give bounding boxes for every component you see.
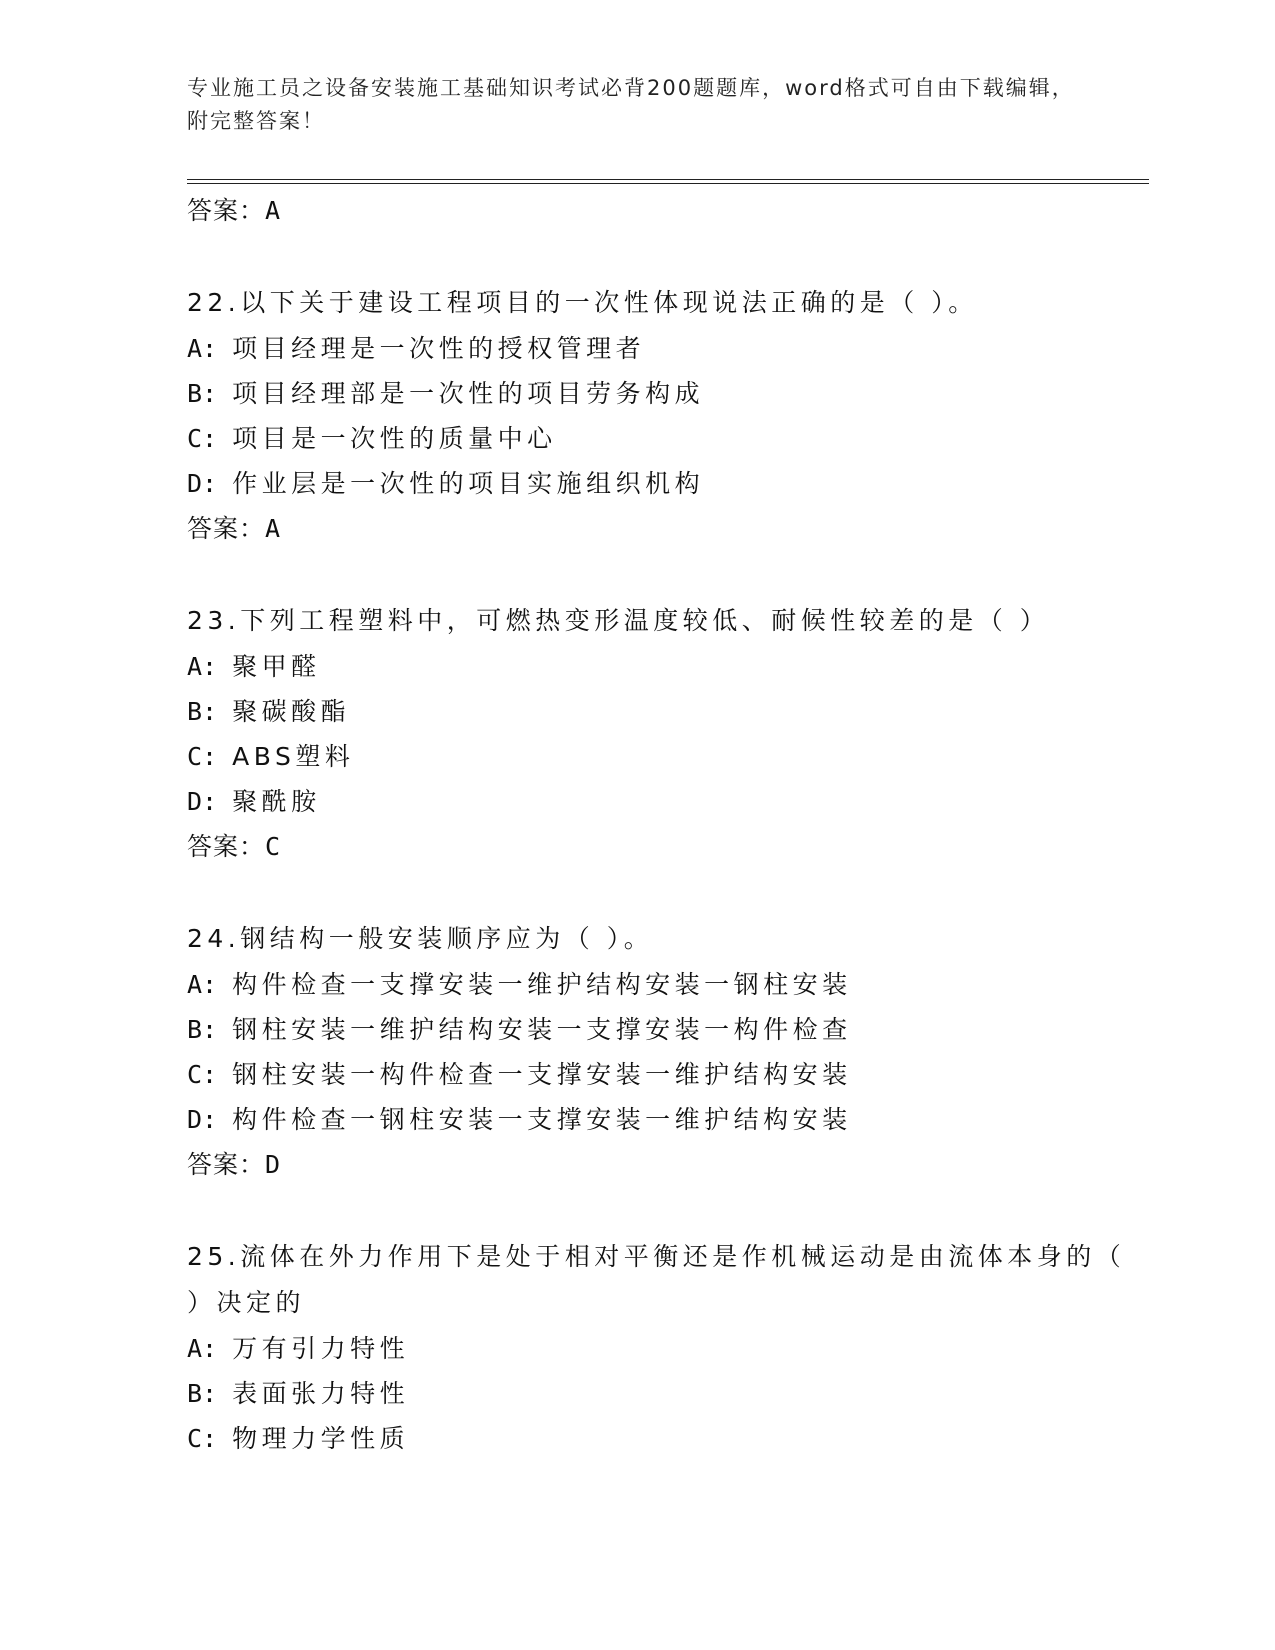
- question-number: 23.: [187, 606, 241, 635]
- option-letter: B:: [187, 697, 233, 726]
- option-b: [187, 689, 1127, 734]
- question-stem: [187, 916, 1127, 962]
- option-letter: A:: [187, 970, 233, 999]
- answer-value: D: [265, 1150, 282, 1179]
- question-text: 下列工程塑料中，可燃热变形温度较低、耐候性较差的是（ ）: [240, 606, 1050, 635]
- question-number: 22.: [187, 288, 241, 317]
- option-b: [187, 371, 1127, 416]
- header-divider: [187, 179, 1149, 180]
- option-text: 聚甲醛: [232, 652, 321, 681]
- option-b: [187, 1007, 1127, 1052]
- page-header: [187, 72, 1087, 138]
- answer-line: [187, 506, 1127, 551]
- answer-label: 答案：: [187, 832, 266, 861]
- option-text: 钢柱安装一维护结构安装一支撑安装一构件检查: [232, 1015, 852, 1044]
- option-d: [187, 1097, 1127, 1142]
- answer-label: 答案：: [187, 1150, 266, 1179]
- option-letter: C:: [187, 742, 233, 771]
- answer-value: A: [265, 514, 282, 543]
- option-text: ABS塑料: [232, 742, 355, 771]
- option-d: [187, 461, 1127, 506]
- option-text: 钢柱安装一构件检查一支撑安装一维护结构安装: [232, 1060, 852, 1089]
- option-c: [187, 1416, 1127, 1461]
- option-c: [187, 734, 1127, 779]
- question-text: 流体在外力作用下是处于相对平衡还是作机械运动是由流体本身的（ ）决定的: [187, 1242, 1126, 1317]
- option-text: 构件检查一钢柱安装一支撑安装一维护结构安装: [232, 1105, 852, 1134]
- option-letter: A:: [187, 1334, 233, 1363]
- option-letter: D:: [187, 469, 233, 498]
- option-text: 项目是一次性的质量中心: [232, 424, 557, 453]
- question-stem: [187, 598, 1127, 644]
- option-letter: A:: [187, 334, 233, 363]
- option-text: 物理力学性质: [232, 1424, 410, 1453]
- option-a: [187, 326, 1127, 371]
- option-text: 聚酰胺: [232, 787, 321, 816]
- option-b: [187, 1371, 1127, 1416]
- question-number: 24.: [187, 924, 241, 953]
- option-letter: B:: [187, 1379, 233, 1408]
- answer-line: [187, 188, 1127, 233]
- question-25: [187, 1234, 1127, 1461]
- header-divider: [187, 183, 1149, 184]
- question-stem: [187, 280, 1127, 326]
- question-text: 以下关于建设工程项目的一次性体现说法正确的是（ ）。: [240, 288, 978, 317]
- answer-value: C: [265, 832, 282, 861]
- option-d: [187, 779, 1127, 824]
- question-22: [187, 280, 1127, 551]
- option-letter: C:: [187, 1424, 233, 1453]
- answer-line: [187, 1142, 1127, 1187]
- option-c: [187, 1052, 1127, 1097]
- option-text: 聚碳酸酯: [232, 697, 351, 726]
- option-letter: B:: [187, 1015, 233, 1044]
- question-23: [187, 598, 1127, 869]
- option-text: 项目经理部是一次性的项目劳务构成: [232, 379, 705, 408]
- option-c: [187, 416, 1127, 461]
- answer-label: 答案：: [187, 514, 266, 543]
- answer-line: [187, 824, 1127, 869]
- option-letter: D:: [187, 1105, 233, 1134]
- answer-value: A: [265, 196, 282, 225]
- question-text: 钢结构一般安装顺序应为（ ）。: [240, 924, 654, 953]
- option-a: [187, 962, 1127, 1007]
- option-letter: A:: [187, 652, 233, 681]
- document-title: 专业施工员之设备安装施工基础知识考试必背200题题库，word格式可自由下载编辑，附完整答案！: [187, 76, 1075, 133]
- option-letter: C:: [187, 1060, 233, 1089]
- answer-label: 答案：: [187, 196, 266, 225]
- document-body: [187, 188, 1127, 1461]
- option-text: 构件检查一支撑安装一维护结构安装一钢柱安装: [232, 970, 852, 999]
- question-stem: [187, 1234, 1127, 1326]
- option-letter: D:: [187, 787, 233, 816]
- option-a: [187, 1326, 1127, 1371]
- option-letter: C:: [187, 424, 233, 453]
- option-a: [187, 644, 1127, 689]
- option-letter: B:: [187, 379, 233, 408]
- option-text: 万有引力特性: [232, 1334, 410, 1363]
- question-number: 25.: [187, 1242, 241, 1271]
- option-text: 项目经理是一次性的授权管理者: [232, 334, 646, 363]
- option-text: 表面张力特性: [232, 1379, 410, 1408]
- option-text: 作业层是一次性的项目实施组织机构: [232, 469, 705, 498]
- question-24: [187, 916, 1127, 1187]
